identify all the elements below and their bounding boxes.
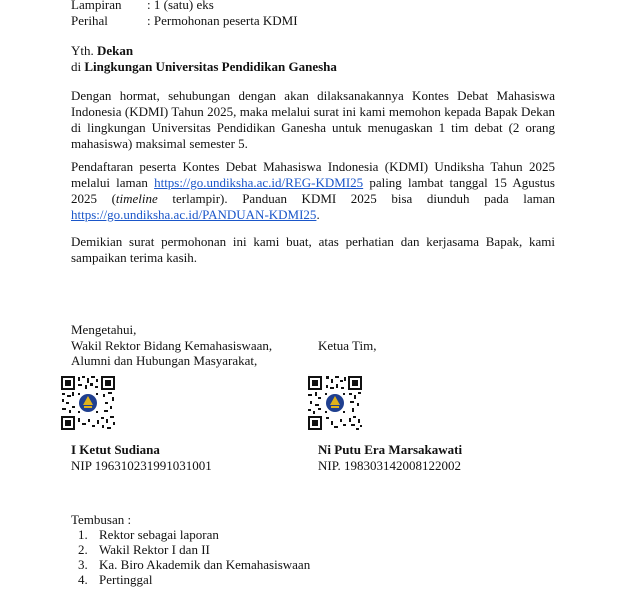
tembusan-label: Tembusan : (71, 512, 132, 527)
qr-code-graphic (307, 375, 363, 431)
recipient-place: Lingkungan Universitas Pendidikan Ganesha (84, 59, 337, 74)
right-signer-role: Ketua Tim, (318, 338, 377, 353)
perihal-value: : Permohonan peserta KDMI (147, 13, 298, 28)
right-signer-nip: NIP. 198303142008122002 (318, 458, 462, 473)
body-paragraph-2 (71, 159, 555, 223)
recipient-yth: Yth. (71, 43, 94, 58)
list-item: 4. Pertinggal (91, 572, 310, 587)
guide-link[interactable]: https://go.undiksha.ac.id/PANDUAN-KDMI25 (71, 207, 317, 222)
body-paragraph-1: Dengan hormat, sehubungan dengan akan dilaksanakannya Kontes Debat Mahasiswa Indonesia (KDMI) Tahun 2025, maka melalui surat ini kami memohon kepada Bapak Dekan di lingkungan Universitas Pendidikan Ganesha untuk menugaskan 1 tim debat (2 orang mahasiswa) maksimal semester 5. (71, 88, 555, 151)
timeline-word: timeline (115, 191, 158, 206)
left-signer-role-1: Wakil Rektor Bidang Kemahasiswaan, (71, 338, 273, 353)
tembusan-list (71, 527, 310, 587)
left-signer-role-2: Alumni dan Hubungan Masyarakat, (71, 353, 258, 368)
recipient-line-2 (71, 59, 337, 75)
registration-link[interactable]: https://go.undiksha.ac.id/REG-KDMI25 (154, 175, 364, 190)
list-item: 1. Rektor sebagai laporan (91, 527, 310, 542)
perihal-label: Perihal (71, 13, 108, 28)
para2-text-a: Pendaftaran peserta Kontes Debat Mahasiswa Indonesia (KDMI) Undiksha Tahun 2025 melalui laman (71, 159, 555, 190)
body-paragraph-3: Demikian surat permohonan ini kami buat, atas perhatian dan kerjasama Bapak, kami sampaikan terima kasih. (71, 234, 555, 265)
left-signer-name: I Ketut Sudiana (71, 442, 160, 457)
lampiran-value: : 1 (satu) eks (147, 0, 214, 12)
list-item: 2. Wakil Rektor I dan II (91, 542, 310, 557)
list-item: 3. Ka. Biro Akademik dan Kemahasiswaan (91, 557, 310, 572)
left-qr-code (60, 375, 116, 431)
para2-text-d: . (316, 207, 320, 222)
left-signer-nip: NIP 196310231991031001 (71, 458, 212, 473)
right-qr-code (307, 375, 363, 431)
recipient-line-1 (71, 43, 133, 59)
para2-text-c: terlampir). Panduan KDMI 2025 bisa diunduh pada laman (157, 191, 555, 206)
para2-text-b: paling lambat tanggal 15 Agustus 2025 ( (71, 175, 555, 206)
recipient-title: Dekan (97, 43, 134, 58)
mengetahui-label: Mengetahui, (71, 322, 137, 337)
recipient-di: di (71, 59, 82, 74)
qr-code-graphic (60, 375, 116, 431)
right-signer-name: Ni Putu Era Marsakawati (318, 442, 463, 457)
lampiran-label: Lampiran (71, 0, 122, 12)
